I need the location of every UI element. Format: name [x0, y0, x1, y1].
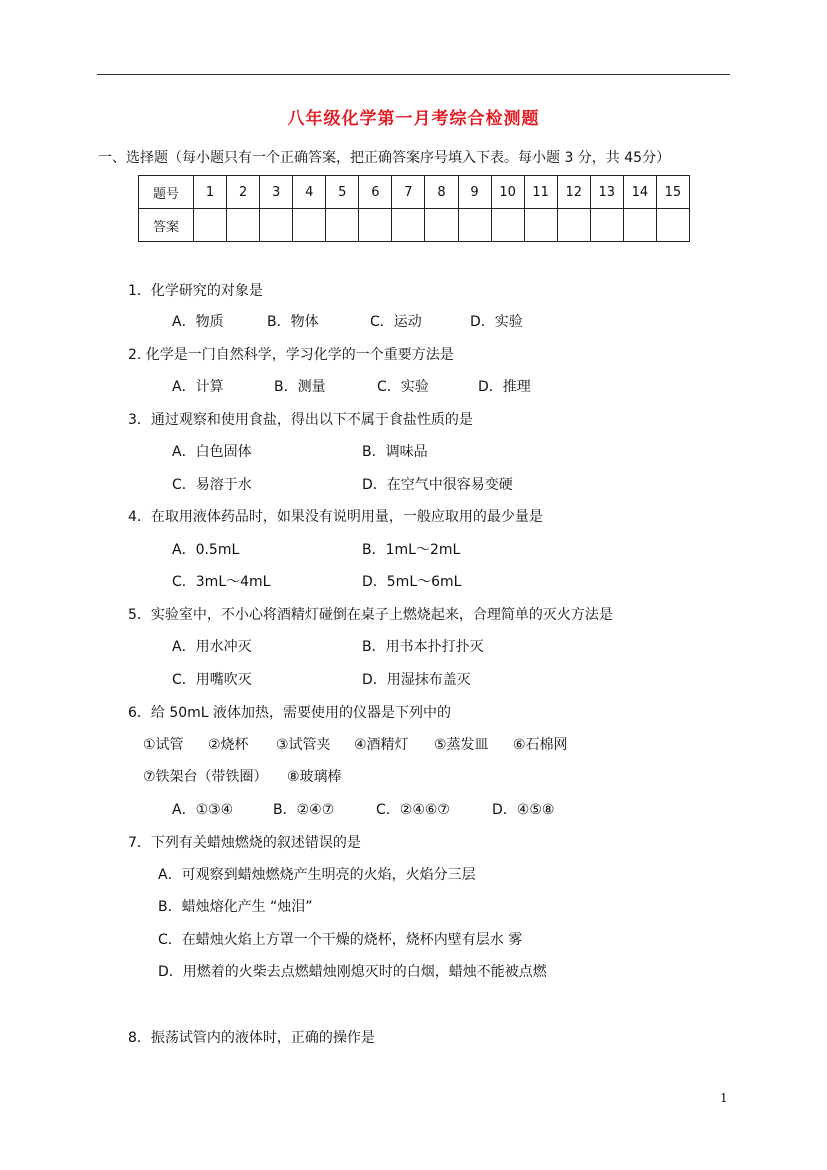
question-3-option-a: A．白色固体 — [172, 444, 252, 460]
table-row-label: 题号 — [139, 176, 194, 209]
question-5-option-d: D．用湿抹布盖灭 — [362, 672, 471, 688]
answer-cell[interactable] — [458, 209, 491, 242]
question-7-option-b: B．蜡烛熔化产生 “烛泪” — [158, 899, 313, 915]
apparatus-item: ⑦铁架台（带铁圈） — [143, 769, 268, 785]
question-2-stem: 2. 化学是一门自然科学，学习化学的一个重要方法是 — [128, 347, 454, 363]
question-6-stem: 6．给 50mL 液体加热，需要使用的仪器是下列中的 — [128, 705, 452, 721]
question-5-stem: 5．实验室中，不小心将酒精灯碰倒在桌子上燃烧起来，合理简单的灭火方法是 — [128, 607, 613, 623]
answer-cell[interactable] — [392, 209, 425, 242]
answer-cell[interactable] — [491, 209, 524, 242]
question-number-cell: 14 — [623, 176, 656, 209]
answer-table — [138, 175, 690, 242]
question-3-option-b: B．调味品 — [362, 444, 428, 460]
answer-cell[interactable] — [359, 209, 392, 242]
apparatus-item: ④酒精灯 — [354, 737, 409, 753]
question-2-option-a: A．计算 — [172, 379, 224, 395]
question-number-cell: 4 — [293, 176, 326, 209]
question-7-option-d: D．用燃着的火柴去点燃蜡烛刚熄灭时的白烟，蜡烛不能被点燃 — [158, 964, 547, 980]
document-title: 八年级化学第一月考综合检测题 — [287, 109, 540, 129]
table-row-label: 答案 — [139, 209, 194, 242]
section-heading: 一、选择题（每小题只有一个正确答案，把正确答案序号填入下表。每小题 3 分，共 45分） — [98, 150, 671, 166]
table-row-numbers — [139, 176, 690, 209]
answer-cell[interactable] — [293, 209, 326, 242]
question-1-option-d: D．实验 — [470, 314, 523, 330]
question-3-stem: 3．通过观察和使用食盐，得出以下不属于食盐性质的是 — [128, 412, 473, 428]
answer-cell[interactable] — [656, 209, 689, 242]
question-1-option-c: C．运动 — [370, 314, 422, 330]
question-5-option-a: A．用水冲灭 — [172, 639, 252, 655]
apparatus-item: ⑧玻璃棒 — [287, 769, 342, 785]
question-number-cell: 13 — [590, 176, 623, 209]
question-number-cell: 15 — [656, 176, 689, 209]
question-4-option-a: A．0.5mL — [172, 542, 240, 558]
question-7-option-a: A．可观察到蜡烛燃烧产生明亮的火焰，火焰分三层 — [158, 867, 476, 883]
question-6-option-d: D．④⑤⑧ — [492, 802, 555, 818]
answer-cell[interactable] — [260, 209, 293, 242]
question-1-option-b: B．物体 — [267, 314, 319, 330]
question-6-option-a: A．①③④ — [172, 802, 234, 818]
question-number-cell: 2 — [227, 176, 260, 209]
answer-cell[interactable] — [524, 209, 557, 242]
question-number-cell: 10 — [491, 176, 524, 209]
apparatus-item: ①试管 — [143, 737, 184, 753]
question-4-option-d: D．5mL～6mL — [362, 574, 462, 590]
question-number-cell: 11 — [524, 176, 557, 209]
question-5-option-b: B．用书本扑打扑灭 — [362, 639, 484, 655]
question-number-cell: 12 — [557, 176, 590, 209]
question-2-option-c: C．实验 — [377, 379, 429, 395]
table-row-answers — [139, 209, 690, 242]
question-number-cell: 8 — [425, 176, 458, 209]
answer-cell[interactable] — [623, 209, 656, 242]
question-4-stem: 4．在取用液体药品时，如果没有说明用量，一般应取用的最少量是 — [128, 509, 543, 525]
question-number-cell: 6 — [359, 176, 392, 209]
question-2-option-b: B．测量 — [274, 379, 326, 395]
header-rule — [97, 74, 730, 75]
question-6-option-c: C．②④⑥⑦ — [376, 802, 450, 818]
answer-cell[interactable] — [590, 209, 623, 242]
question-3-option-d: D．在空气中很容易变硬 — [362, 477, 513, 493]
answer-cell[interactable] — [326, 209, 359, 242]
answer-cell[interactable] — [557, 209, 590, 242]
apparatus-item: ⑤蒸发皿 — [434, 737, 489, 753]
question-1-option-a: A．物质 — [172, 314, 224, 330]
question-number-cell: 7 — [392, 176, 425, 209]
question-number-cell: 5 — [326, 176, 359, 209]
question-number-cell: 9 — [458, 176, 491, 209]
apparatus-item: ②烧杯 — [208, 737, 249, 753]
question-4-option-b: B．1mL～2mL — [362, 542, 461, 558]
question-2-option-d: D．推理 — [478, 379, 531, 395]
question-3-option-c: C．易溶于水 — [172, 477, 252, 493]
question-6-option-b: B．②④⑦ — [273, 802, 335, 818]
question-number-cell: 1 — [194, 176, 227, 209]
page-number: 1 — [720, 1091, 728, 1105]
apparatus-item: ③试管夹 — [276, 737, 331, 753]
question-4-option-c: C．3mL～4mL — [172, 574, 271, 590]
question-1-stem: 1．化学研究的对象是 — [128, 283, 263, 299]
question-7-option-c: C．在蜡烛火焰上方罩一个干燥的烧杯，烧杯内壁有层水 雾 — [158, 932, 523, 948]
answer-cell[interactable] — [227, 209, 260, 242]
answer-cell[interactable] — [425, 209, 458, 242]
answer-cell[interactable] — [194, 209, 227, 242]
question-7-stem: 7．下列有关蜡烛燃烧的叙述错误的是 — [128, 835, 361, 851]
question-8-stem: 8．振荡试管内的液体时，正确的操作是 — [128, 1030, 375, 1046]
question-number-cell: 3 — [260, 176, 293, 209]
question-5-option-c: C．用嘴吹灭 — [172, 672, 252, 688]
apparatus-item: ⑥石棉网 — [513, 737, 568, 753]
